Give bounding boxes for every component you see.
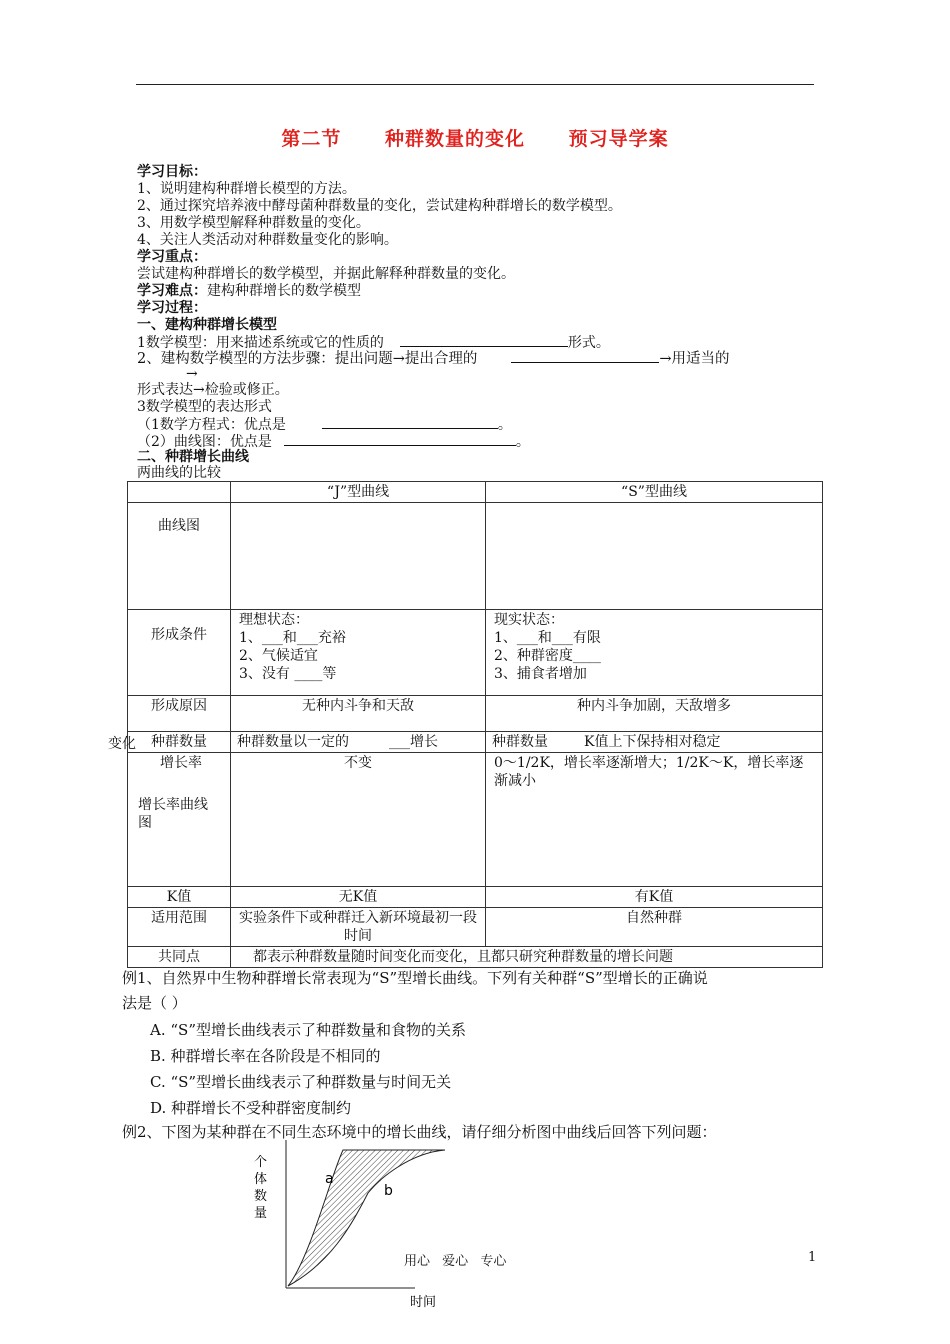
s-k: 有K值 bbox=[486, 887, 823, 908]
j-population-blank: ___增长 bbox=[389, 734, 438, 750]
goals-heading: 学习目标： bbox=[137, 164, 207, 180]
model-steps-text: 2、建构数学模型的方法步骤：提出问题→提出合理的 bbox=[137, 351, 478, 367]
key-text: 尝试建构种群增长的数学模型，并据此解释种群数量的变化。 bbox=[137, 266, 515, 282]
j-condition-line: 3、没有 ____等 bbox=[239, 666, 337, 682]
header-rule bbox=[136, 84, 814, 85]
model-forms: 3数学模型的表达形式 bbox=[137, 399, 272, 415]
s-condition-line: 1、___和___有限 bbox=[494, 630, 601, 646]
table-row bbox=[128, 887, 823, 908]
j-condition-line: 理想状态： bbox=[239, 612, 309, 628]
example1-option-a[interactable]: A. “S”型增长曲线表示了种群数量和食物的关系 bbox=[150, 1021, 466, 1039]
x-axis-label: 时间 bbox=[410, 1295, 437, 1308]
row-label-cause: 形成原因 bbox=[128, 696, 231, 732]
page-number: 1 bbox=[808, 1250, 817, 1265]
goal-item: 2、通过探究培养液中酵母菌种群数量的变化，尝试建构种群增长的数学模型。 bbox=[137, 198, 622, 214]
difficulty-line bbox=[137, 283, 361, 299]
row-label-k: K值 bbox=[128, 887, 231, 908]
part1-heading: 一、建构种群增长模型 bbox=[137, 317, 277, 333]
s-condition-line: 2、种群密度____ bbox=[494, 648, 601, 664]
curve-b-label: b bbox=[384, 1183, 393, 1199]
table-row bbox=[128, 753, 823, 887]
j-scope: 实验条件下或种群迁入新环境最初一段时间 bbox=[231, 908, 486, 947]
example1-option-b[interactable]: B. 种群增长率在各阶段是不相同的 bbox=[150, 1047, 381, 1065]
answer-blank[interactable] bbox=[400, 333, 568, 347]
row-label-curve: 曲线图 bbox=[128, 503, 231, 610]
goal-item: 3、用数学模型解释种群数量的变化。 bbox=[137, 215, 370, 231]
model-definition-text: 1数学模型：用来描述系统或它的性质的 bbox=[137, 335, 384, 351]
rate-graph-label: 增长率曲线图 bbox=[138, 797, 208, 831]
difficulty-heading: 学习难点： bbox=[137, 283, 207, 299]
j-k: 无K值 bbox=[231, 887, 486, 908]
s-conditions bbox=[486, 610, 823, 696]
comparison-table bbox=[127, 481, 823, 968]
equation-form-text: （1数学方程式：优点是 bbox=[137, 417, 286, 433]
growth-curve-figure bbox=[240, 1138, 480, 1308]
table-cell bbox=[128, 482, 231, 503]
table-row bbox=[128, 610, 823, 696]
curve-form bbox=[137, 432, 530, 450]
rate-label: 增长率 bbox=[160, 755, 202, 771]
y-label-char: 量 bbox=[254, 1206, 268, 1221]
equation-form bbox=[137, 415, 512, 433]
header-s-curve: “S”型曲线 bbox=[486, 482, 823, 503]
title-kind: 预习导学案 bbox=[568, 128, 669, 150]
process-heading: 学习过程： bbox=[137, 300, 207, 316]
table-row bbox=[128, 908, 823, 947]
table-row bbox=[128, 732, 823, 753]
example2-stem: 例2、下图为某种群在不同生态环境中的增长曲线，请仔细分析图中曲线后回答下列问题： bbox=[122, 1123, 717, 1141]
title-topic: 种群数量的变化 bbox=[384, 128, 525, 150]
j-rate: 不变 bbox=[231, 753, 486, 887]
row-label-rate bbox=[128, 753, 231, 887]
answer-blank[interactable] bbox=[284, 432, 516, 446]
table-row bbox=[128, 947, 823, 968]
s-population-text: 种群数量 bbox=[492, 734, 548, 750]
s-cause: 种内斗争加剧，天敌增多 bbox=[486, 696, 823, 732]
footer-item: 专心 bbox=[480, 1254, 507, 1269]
table-row bbox=[128, 482, 823, 503]
side-label-change: 变化 bbox=[108, 736, 136, 752]
row-label-conditions: 形成条件 bbox=[128, 610, 231, 696]
answer-blank[interactable] bbox=[511, 349, 659, 363]
common-point: 都表示种群数量随时间变化而变化，且都只研究种群数量的增长问题 bbox=[231, 947, 823, 968]
example1-option-d[interactable]: D. 种群增长不受种群密度制约 bbox=[150, 1099, 352, 1117]
example1-stem: 例1、自然界中生物种群增长常表现为“S”型增长曲线。下列有关种群“S”型增长的正确说 bbox=[122, 969, 708, 987]
title-section: 第二节 bbox=[281, 128, 342, 150]
s-population bbox=[486, 732, 823, 753]
table-row bbox=[128, 503, 823, 610]
table-row bbox=[128, 696, 823, 732]
s-scope: 自然种群 bbox=[486, 908, 823, 947]
arrow-icon: → bbox=[186, 366, 198, 382]
example1-option-c[interactable]: C. “S”型增长曲线表示了种群数量与时间无关 bbox=[150, 1073, 452, 1091]
j-conditions bbox=[231, 610, 486, 696]
footer-motto bbox=[404, 1250, 514, 1269]
j-condition-line: 2、气候适宜 bbox=[239, 648, 318, 664]
y-label-char: 数 bbox=[254, 1189, 268, 1204]
part2-subheading: 两曲线的比较 bbox=[137, 465, 221, 481]
s-rate: 0～1/2K，增长率逐渐增大；1/2K～K，增长率逐渐减小 bbox=[486, 753, 823, 887]
key-heading: 学习重点： bbox=[137, 249, 207, 265]
footer-item: 用心 bbox=[404, 1254, 431, 1269]
y-label-char: 体 bbox=[254, 1172, 268, 1187]
difficulty-text: 建构种群增长的数学模型 bbox=[207, 283, 361, 299]
header-j-curve: “J”型曲线 bbox=[231, 482, 486, 503]
model-steps-end: →用适当的 bbox=[659, 351, 730, 367]
j-population-text: 种群数量以一定的 bbox=[237, 734, 349, 750]
curve-form-end: 。 bbox=[515, 434, 530, 450]
row-label-scope: 适用范围 bbox=[128, 908, 231, 947]
model-steps bbox=[137, 349, 730, 367]
footer-item: 爱心 bbox=[442, 1254, 469, 1269]
curve-a-label: a bbox=[325, 1171, 334, 1187]
j-cause: 无种内斗争和天敌 bbox=[231, 696, 486, 732]
y-label-char: 个 bbox=[254, 1155, 268, 1170]
part2-heading: 二、种群增长曲线 bbox=[137, 449, 249, 465]
model-definition-end: 形式。 bbox=[567, 335, 610, 351]
example1-stem-cont: 法是（ ） bbox=[122, 994, 187, 1012]
goal-item: 1、说明建构种群增长模型的方法。 bbox=[137, 181, 356, 197]
s-curve-drawing-area[interactable] bbox=[486, 503, 823, 610]
answer-blank[interactable] bbox=[322, 415, 498, 429]
row-label-common: 共同点 bbox=[128, 947, 231, 968]
page-title bbox=[0, 124, 950, 151]
row-label-population: 种群数量 bbox=[128, 732, 231, 753]
j-population bbox=[231, 732, 486, 753]
s-population-value: K值上下保持相对稳定 bbox=[584, 734, 721, 750]
s-condition-line: 3、捕食者增加 bbox=[494, 666, 587, 682]
goal-item: 4、关注人类活动对种群数量变化的影响。 bbox=[137, 232, 398, 248]
model-steps-cont: 形式表达→检验或修正。 bbox=[137, 382, 289, 398]
equation-form-end: 。 bbox=[497, 417, 512, 433]
j-condition-line: 1、___和___充裕 bbox=[239, 630, 346, 646]
j-curve-drawing-area[interactable] bbox=[231, 503, 486, 610]
s-condition-line: 现实状态： bbox=[494, 612, 564, 628]
curve-form-text: （2）曲线图：优点是 bbox=[137, 434, 272, 450]
